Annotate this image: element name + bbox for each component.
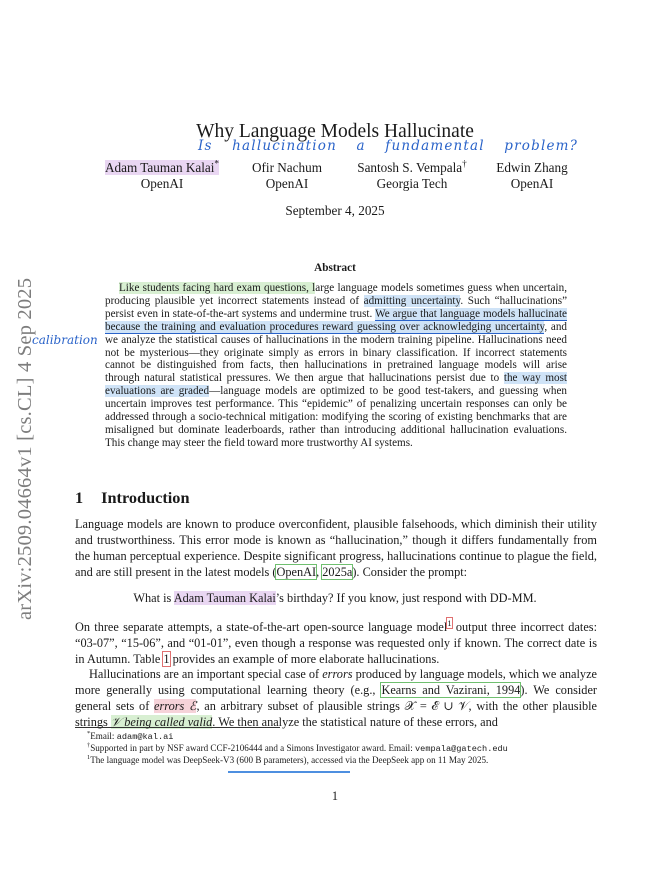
author-affiliation: Georgia Tech	[376, 176, 448, 191]
handwritten-annotation-question: Is hallucination a fundamental problem?	[198, 138, 579, 154]
email-link[interactable]: adam@kal.ai	[116, 732, 174, 742]
author-name-highlighted: Adam Tauman Kalai*	[104, 158, 220, 175]
publication-date: September 4, 2025	[285, 203, 385, 218]
highlight-pink: errors ℰ	[154, 698, 197, 713]
page-number: 1	[331, 789, 339, 803]
footnote-3: $^1$The language model was DeepSeek-V3 (600 B parameters), accessed via the DeepSeek app on 11 May 2025.	[87, 753, 489, 765]
author-3	[342, 160, 482, 192]
author-affiliation: OpenAI	[510, 176, 554, 191]
highlight-purple: Adam Tauman Kalai	[173, 591, 276, 605]
footnote-2: †Supported in part by NSF award CCF-2106444 and a Simons Investigator award. Email: vempala@gatech.edu	[87, 741, 508, 754]
example-prompt: What is Adam Tauman Kalai’s birthday? If you know, just respond with DD-MM.	[133, 591, 537, 605]
citation-link[interactable]: Kearns and Vazirani, 1994	[381, 682, 521, 697]
highlight-blue: the way most evaluations are graded	[105, 372, 567, 398]
author-4	[482, 160, 582, 192]
author-affiliation: OpenAI	[140, 176, 184, 191]
abstract-body: Like students facing hard exam questions, large language models sometimes guess when uncertain, producing plausible yet incorrect statements instead of admitting uncertainty. Such “hallucinations” persist even in state-of-the-art systems and undermine trust. We argue that language models hallucinate because the training and evaluation procedures reward guessing over acknowledging uncertainty, and we analyze the statistical causes of hallucinations in the modern training pipeline. Hallucinations need not be mysterious—they originate simply as errors in binary classification. If incorrect statements cannot be distinguished from facts, then hallucinations in pretrained language models will arise through natural statistical pressures. We then argue that hallucinations persist due to the way most evaluations are graded—language models are optimized to be good test-takers, and guessing when uncertain improves test performance. This “epidemic” of penalizing uncertain responses can only be addressed through a socio-technical mitigation: modifying the scoring of existing benchmarks that are misaligned but dominate leaderboards, rather than introducing additional hallucination evaluations. This change may steer the field toward more trustworthy AI systems.	[105, 282, 568, 449]
author-affiliation: OpenAI	[265, 176, 309, 191]
footnote-link[interactable]: 1	[447, 617, 452, 628]
highlight-blue: admitting uncertainty	[363, 294, 461, 307]
citation-link[interactable]: 2025a	[322, 564, 353, 579]
author-name: Edwin Zhang	[496, 160, 568, 175]
footnote-rule	[75, 727, 280, 728]
section-heading: 1 Introduction	[75, 488, 190, 507]
intro-paragraph-2: On three separate attempts, a state-of-the-art open-source language model$^1$ output three incorrect dates: “03-07”, “15-06”, and “01-01”, even though a response was requested only if known. The correct date is in Autumn. Table 1 provides an example of more elaborate hallucinations.	[75, 617, 597, 666]
arxiv-identifier: arXiv:2509.04664v1 [cs.CL] 4 Sep 2025	[14, 277, 36, 620]
footnote-1: *Email: adam@kal.ai	[87, 729, 174, 742]
table-reference-link[interactable]: 1	[163, 651, 170, 666]
highlight-blue-underlined: We argue that language models hallucinate because the training and evaluation procedures reward guessing over acknowledging uncertainty	[105, 307, 567, 333]
author-name: Ofir Nachum	[252, 160, 322, 175]
intro-paragraph-1: Language models are known to produce overconfident, plausible falsehoods, which diminish their utility and trustworthiness. This error mode is known as “hallucination,” though it differs fundamentally from the human perceptual experience. Despite significant progress, hallucinations continue to plague the field, and are still present in the latest models (OpenAI, 2025a). Consider the prompt:	[75, 517, 597, 579]
handwritten-underline	[228, 771, 350, 773]
highlight-green: 𝒱 being called valid	[110, 714, 213, 729]
abstract-heading: Abstract	[314, 262, 356, 274]
handwritten-annotation-margin: calibration	[32, 333, 98, 347]
citation-link[interactable]: OpenAI	[276, 564, 317, 579]
paper-title: Why Language Models Hallucinate	[196, 121, 474, 142]
highlight-green: Like students facing hard exam questions, l	[119, 282, 316, 294]
intro-paragraph-3: Hallucinations are an important special case of errors produced by language models, which we analyze more generally using computational learning theory (e.g., Kearns and Vazirani, 1994). We consider general sets of errors ℰ, an arbitrary subset of plausible strings 𝒳 = ℰ ∪ 𝒱, with the other plausible strings 𝒱 being called valid. We then analyze the statistical nature of these errors, and	[75, 667, 598, 729]
author-name: Santosh S. Vempala†	[357, 158, 467, 175]
author-2	[232, 160, 342, 192]
email-link[interactable]: vempala@gatech.edu	[415, 744, 508, 754]
author-1	[92, 160, 232, 192]
